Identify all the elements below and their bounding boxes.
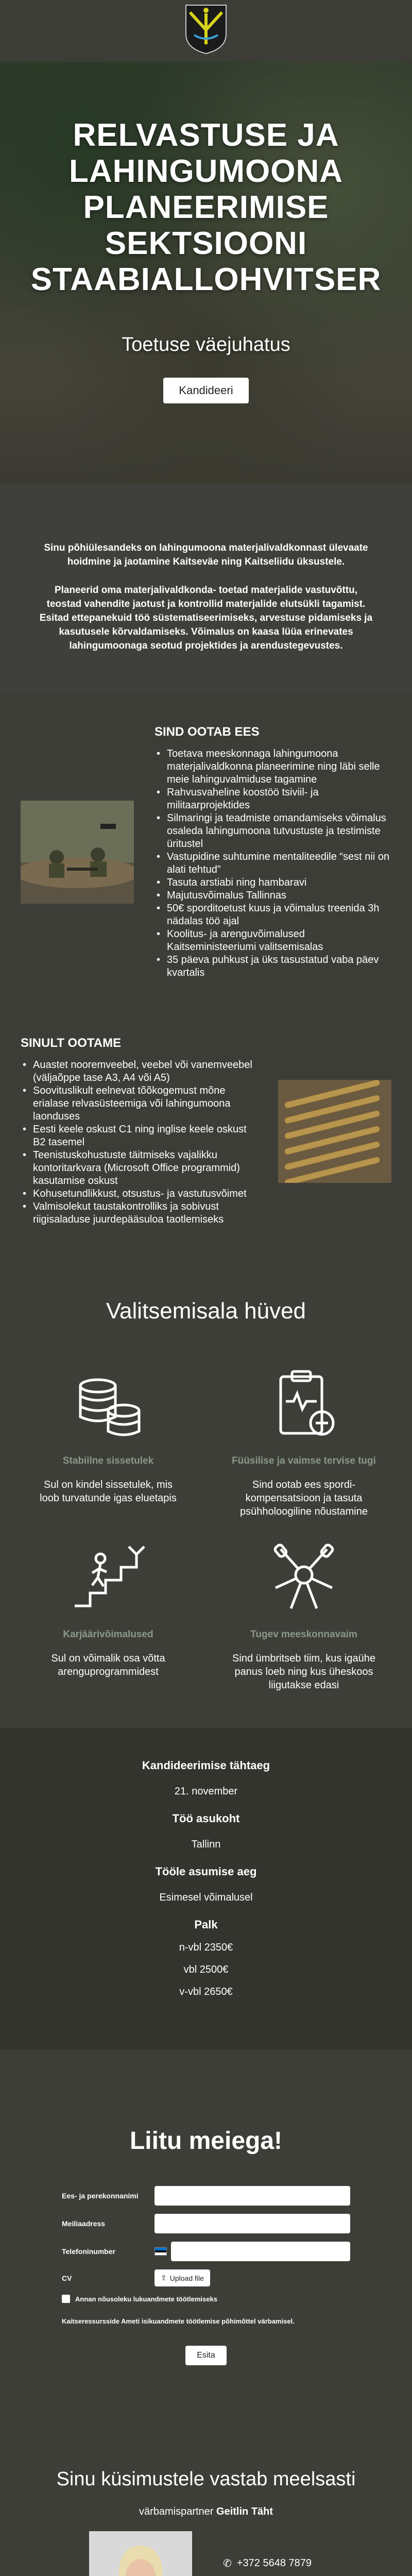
benefit-text: Sind ümbritseb tiim, kus igaühe panus loeb ning kus üheskoos liigutakse edasi bbox=[232, 1653, 375, 1691]
pay-value: n-vbl 2350€ bbox=[179, 1942, 233, 1953]
list-item: • Soovituslikult eelnevat tõõkogemust mõne erialase relvasüsteemiga või lahingumoona laonduses bbox=[21, 1084, 258, 1123]
logo-bar bbox=[0, 0, 412, 62]
requirements-heading: SINULT OOTAME bbox=[21, 1036, 122, 1050]
pay-label: Palk bbox=[194, 1918, 218, 1931]
benefit-text: Sind ootab ees spordi-kompensatsioon ja tasuta psühholoogiline nõustamine bbox=[240, 1479, 368, 1517]
pay-value: vbl 2500€ bbox=[183, 1964, 229, 1975]
recruiter-name: Geitlin Täht bbox=[216, 2506, 273, 2517]
ammunition-image bbox=[278, 1080, 391, 1183]
list-item: • Kohusetundlikkust, otsustus- ja vastutusvõimet bbox=[21, 1188, 258, 1200]
medical-clipboard-icon bbox=[265, 1365, 342, 1443]
contact-section bbox=[0, 2422, 412, 2576]
hero-subtitle: Toetuse väejuhatus bbox=[122, 334, 290, 355]
requirements-list bbox=[21, 1059, 258, 1226]
list-item: • 50€ sporditoetust kuus ja võimalus treenida 3h nädalas töö ajal bbox=[154, 902, 391, 928]
consent-text[interactable]: Kaitseressursside Ameti isikuandmete töötlemise põhimõttel värbamisel. bbox=[62, 2317, 295, 2325]
list-item: • Koolitus- ja arenguvõimalused Kaitseministeeriumi valitsemisalas bbox=[154, 928, 391, 954]
list-item: • Teenistuskohustuste täitmiseks vajalikku kontoritarkvara (Microsoft Office programmid) kasutamise oskust bbox=[21, 1149, 258, 1188]
benefit-title: Füüsilise ja vaimse tervise tugi bbox=[232, 1455, 376, 1466]
benefits-heading: Valitsemisala hüved bbox=[106, 1298, 306, 1324]
list-item: • Eesti keele oskust C1 ning inglise keele oskust B2 tasemel bbox=[21, 1123, 258, 1149]
benefit-card bbox=[216, 1539, 391, 1692]
benefit-card bbox=[21, 1365, 196, 1518]
deadline-label: Kandideerimise tähtaeg bbox=[142, 1759, 270, 1772]
application-form-section bbox=[0, 2049, 412, 2422]
career-stairs-icon bbox=[70, 1539, 147, 1616]
list-item: • Majutusvõimalus Tallinnas bbox=[154, 889, 391, 902]
phone-icon: ✆ bbox=[223, 2558, 232, 2569]
benefits-section bbox=[0, 1267, 412, 1728]
list-item: • Toetava meeskonnaga lahingumoona materjalivaldkonna planeerimine ning läbi selle meie lahinguvalmiduse tagamine bbox=[154, 748, 391, 786]
soldiers-image bbox=[21, 801, 134, 904]
list-item: • Auastet nooremveebel, veebel või vanemveebel (väljaõppe tase A3, A4 või A5) bbox=[21, 1059, 258, 1084]
list-item: • Valmisolekut taustakontrolliks ja sobivust riigisaladuse juurdepääsuloa taotlemiseks bbox=[21, 1200, 258, 1226]
contact-heading: Sinu küsimustele vastab meelsasti bbox=[56, 2468, 356, 2490]
benefit-card bbox=[21, 1539, 196, 1692]
consent-checkbox[interactable] bbox=[62, 2295, 70, 2303]
avatar bbox=[89, 2531, 192, 2576]
submit-button[interactable]: Esita bbox=[185, 2346, 227, 2365]
recruiter-line bbox=[21, 2506, 391, 2518]
application-form bbox=[62, 2186, 350, 2365]
benefit-card bbox=[216, 1365, 391, 1518]
offer-heading: SIND OOTAB EES bbox=[154, 725, 260, 739]
intro-paragraph: Planeerid oma materjalivaldkonda- toetad materjalide vastuvõttu, teostad vahendite jaotust ja kontrollid materjalide elutsükli tagamist. Esitad ettepanekuid töö süstematiseerimiseks, arvestuse pidamiseks ja kasutusele kõrvaldamiseks. Võimalus on kaasa lüüa erinevates lahingumoonaga seotud projektides ja arendustegevustes. bbox=[39, 585, 373, 651]
deadline-value: 21. november bbox=[174, 1786, 238, 1797]
requirements-section bbox=[0, 1015, 412, 1267]
estonia-flag-icon[interactable] bbox=[154, 2247, 167, 2256]
name-field[interactable] bbox=[154, 2186, 350, 2206]
location-label: Töö asukoht bbox=[172, 1812, 240, 1825]
email-field[interactable] bbox=[154, 2214, 350, 2233]
logo-icon bbox=[184, 3, 228, 55]
upload-icon: ⇪ bbox=[161, 2274, 167, 2282]
list-item: • 35 päeva puhkust ja üks tasustatud vaba päev kvartalis bbox=[154, 954, 391, 979]
offer-section bbox=[0, 694, 412, 1015]
intro-paragraph: Sinu põhiülesandeks on lahingumoona materjalivaldkonnast ülevaate hoidmine ja jaotamine Kaitseväe ning Kaitseliidu üksustele. bbox=[44, 543, 368, 567]
start-label: Tööle asumise aeg bbox=[155, 1865, 257, 1878]
hero-section bbox=[0, 62, 412, 484]
email-label: Meiliaadress bbox=[62, 2219, 106, 2228]
coins-icon bbox=[70, 1365, 147, 1443]
contact-phone[interactable] bbox=[223, 2557, 323, 2570]
apply-button[interactable]: Kandideeri bbox=[163, 378, 248, 403]
benefit-title: Karjäärivõimalused bbox=[63, 1629, 153, 1640]
form-heading: Liitu meiega! bbox=[129, 2127, 283, 2155]
benefit-title: Tugev meeskonnavaim bbox=[250, 1629, 357, 1640]
list-item: • Silmaringi ja teadmiste omandamiseks võimalus osaleda lahingumoona tutvustuste ja testimiste üritustel bbox=[154, 812, 391, 851]
benefit-title: Stabiilne sissetulek bbox=[62, 1455, 154, 1466]
pay-value: v-vbl 2650€ bbox=[179, 1986, 233, 1997]
recruiter-prefix: värbamispartner bbox=[139, 2506, 214, 2517]
list-item: • Tasuta arstiabi ning hambaravi bbox=[154, 876, 391, 889]
phone-text: +372 5648 7879 bbox=[236, 2557, 312, 2569]
offer-list bbox=[154, 748, 391, 979]
list-item: • Rahvusvaheline koostöö tsiviil- ja militaarprojektides bbox=[154, 786, 391, 812]
benefit-text: Sul on võimalik osa võtta arenguprogrammidest bbox=[51, 1653, 165, 1677]
upload-label: Upload file bbox=[169, 2274, 204, 2282]
upload-file-button[interactable] bbox=[154, 2269, 210, 2286]
page-title: RELVASTUSE JA LAHINGUMOONA PLANEERIMISE SEKTSIOONI STAABIALLOHVITSER bbox=[30, 117, 382, 297]
intro-section bbox=[0, 484, 412, 694]
consent-checkbox-label: Annan nõusoleku lukuandmete töötlemiseks bbox=[75, 2295, 217, 2303]
name-label: Ees- ja perekonnanimi bbox=[62, 2192, 139, 2200]
team-hands-icon bbox=[265, 1539, 342, 1616]
cv-label: CV bbox=[62, 2274, 72, 2282]
list-item: • Vastupidine suhtumine mentaliteedile “sest nii on alati tehtud” bbox=[154, 851, 391, 876]
phone-label: Telefoninumber bbox=[62, 2247, 115, 2256]
location-value: Tallinn bbox=[191, 1839, 221, 1850]
phone-field[interactable] bbox=[171, 2242, 350, 2261]
benefit-text: Sul on kindel sissetulek, mis loob turvatunde igas eluetapis bbox=[40, 1479, 177, 1504]
start-value: Esimesel võimalusel bbox=[159, 1892, 253, 1903]
job-details-section bbox=[0, 1728, 412, 2049]
